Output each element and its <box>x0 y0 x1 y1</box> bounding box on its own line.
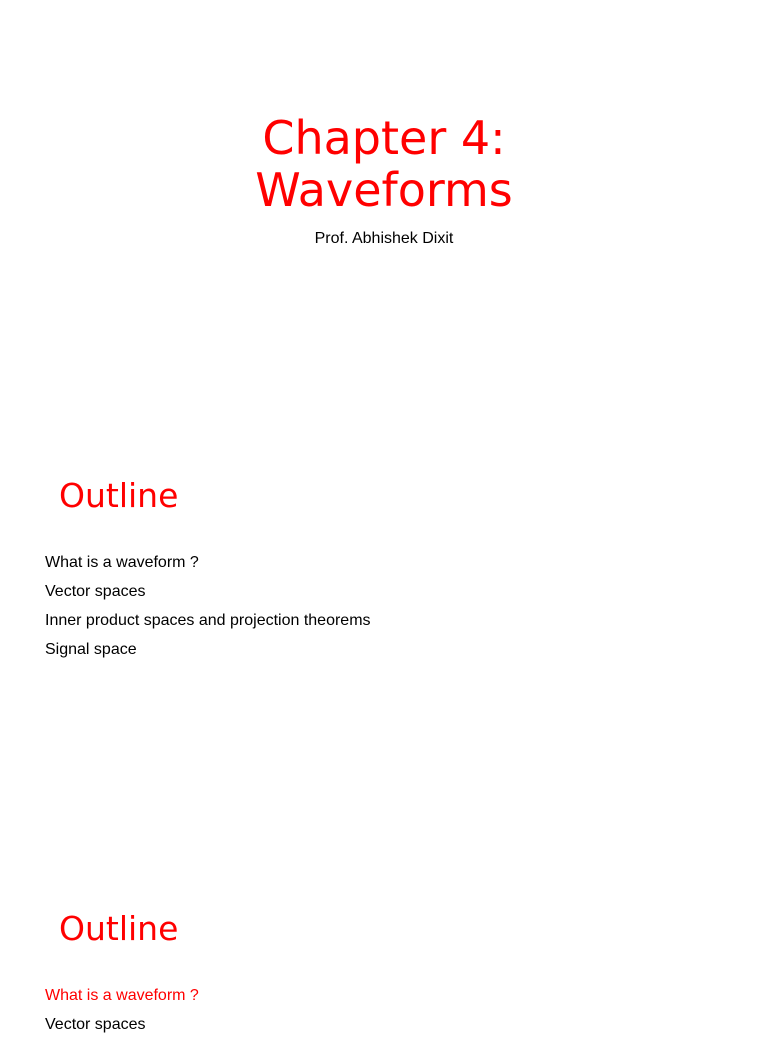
outline-item: Inner product spaces and projection theorems <box>45 612 371 629</box>
outline-item: Vector spaces <box>45 583 146 600</box>
outline-title: Outline <box>59 476 179 515</box>
outline-item-current: What is a waveform ? <box>45 987 199 1004</box>
outline-item: Vector spaces <box>45 1016 146 1033</box>
author-subtitle: Prof. Abhishek Dixit <box>314 230 454 247</box>
outline-list <box>45 981 199 1039</box>
outline-item: What is a waveform ? <box>45 554 199 571</box>
outline-slide <box>0 430 768 863</box>
outline-slide-highlighted <box>0 863 768 1033</box>
title-slide <box>0 0 768 430</box>
chapter-title-line-1: Chapter 4: <box>262 111 506 165</box>
outline-title: Outline <box>59 909 179 948</box>
outline-list <box>45 548 371 664</box>
chapter-title <box>0 112 768 216</box>
outline-item: Signal space <box>45 641 137 658</box>
chapter-title-line-2: Waveforms <box>255 163 513 217</box>
